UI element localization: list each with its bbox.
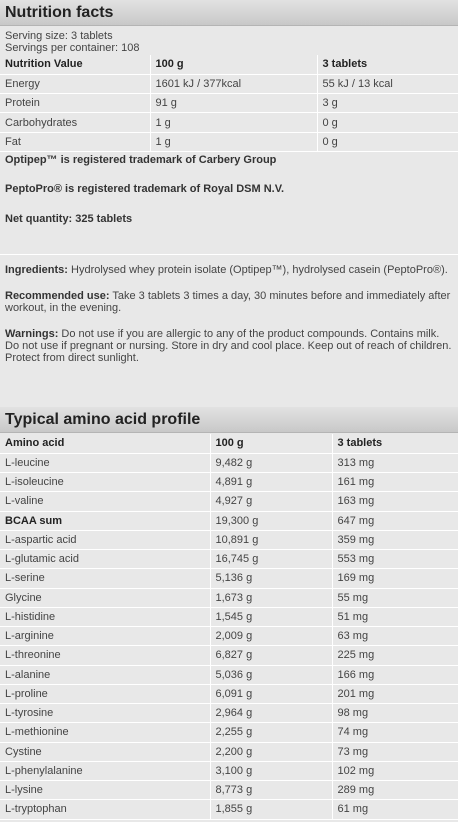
divider — [0, 254, 458, 255]
net-quantity: Net quantity: 325 tablets — [5, 212, 133, 225]
amino-cell: 51 mg — [332, 607, 458, 626]
recommended-use-text: Take 3 tablets 3 times a day, 30 minutes before and immediately after workout, in the evening. — [5, 290, 451, 314]
amino-row — [0, 550, 458, 569]
amino-cell: L-isoleucine — [0, 473, 210, 492]
amino-row — [0, 800, 458, 819]
nutrition-cell: Protein — [0, 94, 150, 113]
warnings-label: Warnings: — [5, 328, 59, 340]
amino-cell: 201 mg — [332, 684, 458, 703]
serving-info — [0, 26, 458, 54]
amino-cell: L-valine — [0, 492, 210, 511]
nutrition-cell: 0 g — [317, 113, 458, 132]
amino-cell: L-phenylalanine — [0, 761, 210, 780]
amino-cell: 4,891 g — [210, 473, 332, 492]
warnings — [0, 328, 458, 364]
amino-cell: 163 mg — [332, 492, 458, 511]
amino-cell: Cystine — [0, 742, 210, 761]
amino-cell: 313 mg — [332, 453, 458, 472]
servings-per-container: Servings per container: 108 — [5, 42, 140, 54]
amino-row — [0, 607, 458, 626]
amino-row — [0, 453, 458, 472]
amino-row — [0, 530, 458, 549]
amino-cell: 19,300 g — [210, 511, 332, 530]
serving-size: Serving size: 3 tablets — [5, 30, 113, 42]
amino-cell: 8,773 g — [210, 781, 332, 800]
amino-row — [0, 704, 458, 723]
amino-cell: Glycine — [0, 588, 210, 607]
amino-cell: L-threonine — [0, 646, 210, 665]
amino-cell: 5,036 g — [210, 665, 332, 684]
amino-row — [0, 742, 458, 761]
amino-cell: 16,745 g — [210, 550, 332, 569]
amino-cell: 63 mg — [332, 627, 458, 646]
amino-cell: 98 mg — [332, 704, 458, 723]
amino-cell: 73 mg — [332, 742, 458, 761]
amino-row — [0, 665, 458, 684]
nutrition-row — [0, 74, 458, 93]
amino-cell: 3,100 g — [210, 761, 332, 780]
amino-table — [0, 434, 458, 820]
amino-cell: 6,091 g — [210, 684, 332, 703]
amino-header-cell: 3 tablets — [332, 434, 458, 453]
amino-section — [0, 407, 458, 820]
amino-cell: L-alanine — [0, 665, 210, 684]
amino-cell: 169 mg — [332, 569, 458, 588]
amino-cell: 166 mg — [332, 665, 458, 684]
nutrition-cell: 91 g — [150, 94, 317, 113]
nutrition-row — [0, 113, 458, 132]
amino-cell: 1,673 g — [210, 588, 332, 607]
amino-cell: 2,200 g — [210, 742, 332, 761]
nutrition-cell: Fat — [0, 132, 150, 151]
amino-cell: 5,136 g — [210, 569, 332, 588]
nutrition-row — [0, 94, 458, 113]
amino-row — [0, 761, 458, 780]
amino-cell: 1,545 g — [210, 607, 332, 626]
trademark-peptopro: PeptoPro® is registered trademark of Royal DSM N.V. — [5, 182, 285, 195]
amino-cell: 161 mg — [332, 473, 458, 492]
amino-cell: 359 mg — [332, 530, 458, 549]
amino-cell: 74 mg — [332, 723, 458, 742]
amino-cell: 553 mg — [332, 550, 458, 569]
nutrition-header-cell: 3 tablets — [317, 55, 458, 74]
amino-header-cell: 100 g — [210, 434, 332, 453]
nutrition-header-cell: Nutrition Value — [0, 55, 150, 74]
nutrition-cell: Carbohydrates — [0, 113, 150, 132]
amino-cell: L-methionine — [0, 723, 210, 742]
amino-row — [0, 569, 458, 588]
amino-title: Typical amino acid profile — [0, 407, 458, 433]
amino-cell: 6,827 g — [210, 646, 332, 665]
amino-row — [0, 723, 458, 742]
amino-row — [0, 646, 458, 665]
amino-row — [0, 492, 458, 511]
amino-row — [0, 684, 458, 703]
amino-cell: 2,009 g — [210, 627, 332, 646]
amino-cell: 2,255 g — [210, 723, 332, 742]
amino-cell: 647 mg — [332, 511, 458, 530]
amino-cell: 4,927 g — [210, 492, 332, 511]
warnings-text: Do not use if you are allergic to any of the product compounds. Contains milk. Do not use if pregnant or nursing. Store in dry and cool place. Keep out of reach of children. Protect from direct sunlight. — [5, 328, 452, 364]
nutrition-cell: 1 g — [150, 132, 317, 151]
nutrition-cell: 0 g — [317, 132, 458, 151]
amino-cell: 9,482 g — [210, 453, 332, 472]
amino-cell: L-arginine — [0, 627, 210, 646]
amino-cell: L-glutamic acid — [0, 550, 210, 569]
amino-cell: BCAA sum — [0, 511, 210, 530]
amino-cell: L-lysine — [0, 781, 210, 800]
amino-cell: 289 mg — [332, 781, 458, 800]
nutrition-cell: 1 g — [150, 113, 317, 132]
nutrition-cell: 55 kJ / 13 kcal — [317, 74, 458, 93]
nutrition-cell: Energy — [0, 74, 150, 93]
amino-row — [0, 473, 458, 492]
ingredients — [0, 264, 458, 276]
recommended-use-label: Recommended use: — [5, 290, 110, 302]
amino-cell: 225 mg — [332, 646, 458, 665]
nutrition-title: Nutrition facts — [0, 0, 458, 26]
amino-cell: 10,891 g — [210, 530, 332, 549]
amino-cell: L-histidine — [0, 607, 210, 626]
amino-cell: 61 mg — [332, 800, 458, 819]
amino-cell: L-leucine — [0, 453, 210, 472]
amino-row — [0, 511, 458, 530]
amino-row — [0, 781, 458, 800]
ingredients-text: Hydrolysed whey protein isolate (Optipep™), hydrolysed casein (PeptoPro®). — [67, 264, 448, 276]
amino-row — [0, 588, 458, 607]
nutrition-cell: 1601 kJ / 377kcal — [150, 74, 317, 93]
amino-cell: L-aspartic acid — [0, 530, 210, 549]
trademark-optipep: Optipep™ is registered trademark of Carbery Group — [5, 153, 277, 166]
amino-cell: L-proline — [0, 684, 210, 703]
product-info — [0, 254, 458, 364]
amino-header-row — [0, 434, 458, 453]
amino-row — [0, 627, 458, 646]
nutrition-cell: 3 g — [317, 94, 458, 113]
amino-cell: L-tyrosine — [0, 704, 210, 723]
recommended-use — [0, 290, 458, 314]
nutrition-header-cell: 100 g — [150, 55, 317, 74]
nutrition-table — [0, 55, 458, 152]
amino-cell: L-tryptophan — [0, 800, 210, 819]
amino-header-cell: Amino acid — [0, 434, 210, 453]
ingredients-label: Ingredients: — [5, 264, 68, 276]
amino-cell: 2,964 g — [210, 704, 332, 723]
amino-cell: 55 mg — [332, 588, 458, 607]
nutrition-row — [0, 132, 458, 151]
amino-cell: 1,855 g — [210, 800, 332, 819]
nutrition-header-row — [0, 55, 458, 74]
amino-cell: L-serine — [0, 569, 210, 588]
amino-cell: 102 mg — [332, 761, 458, 780]
